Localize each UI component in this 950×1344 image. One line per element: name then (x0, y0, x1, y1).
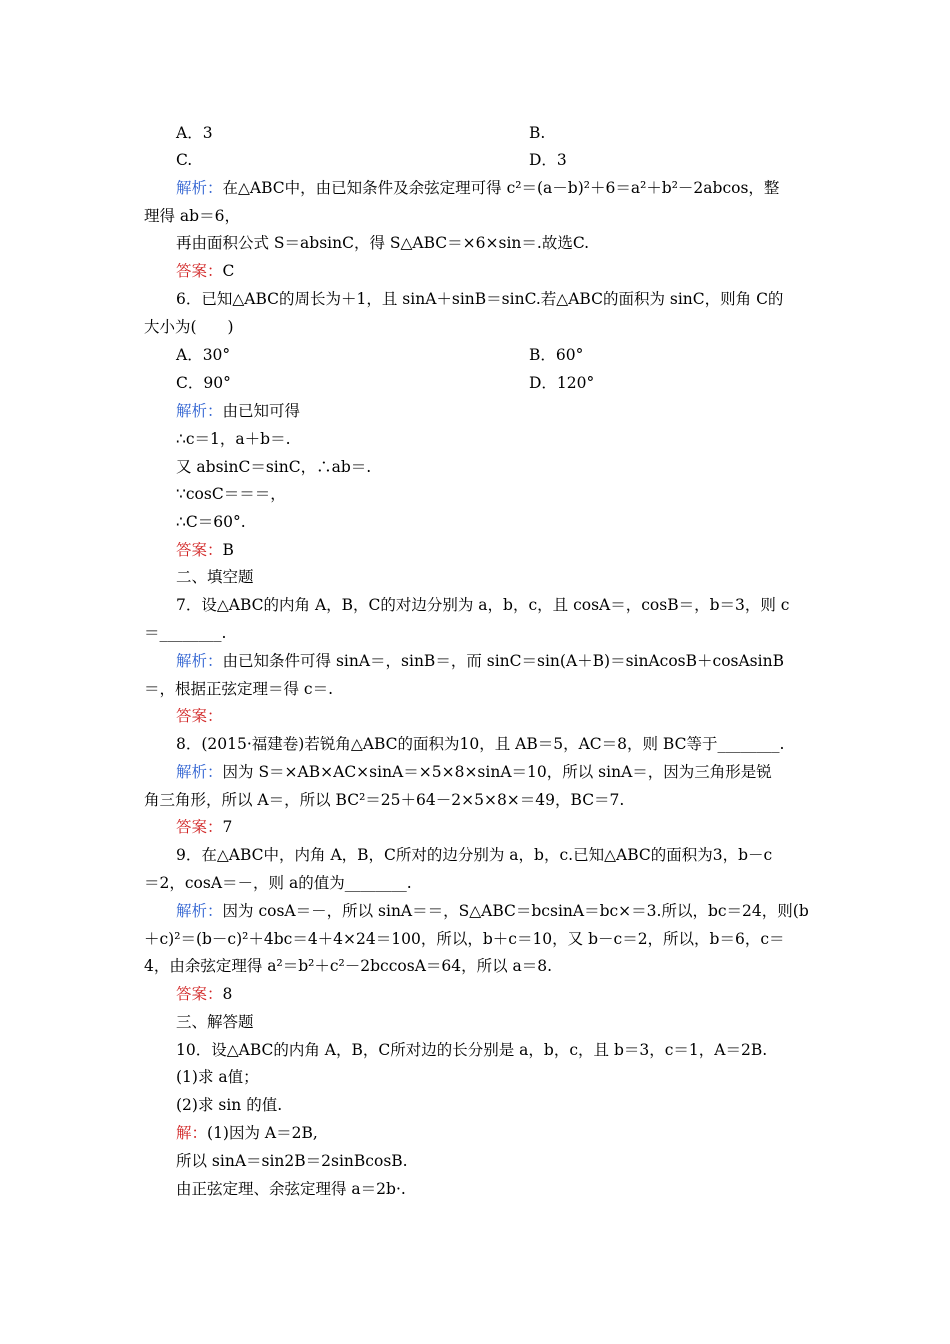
answer-label: 答案： (176, 707, 223, 725)
solution-label: 解析： (176, 763, 223, 781)
option-b: B. (529, 124, 546, 142)
answer-value: 8 (222, 985, 233, 1003)
option-d: D．120° (529, 374, 595, 392)
solution-line: 所以 sinA＝sin2B＝2sinBcosB. (176, 1152, 408, 1170)
question-stem: ＝________. (144, 624, 227, 642)
option-c: C．90° (176, 374, 231, 392)
solution-line (176, 401, 300, 421)
solution-text: 因为 cosA＝－，所以 sinA＝＝，S△ABC＝bcsinA＝bc×＝3.所以，bc＝24，则(b (222, 902, 809, 920)
solution-text: (1)因为 A＝2B, (207, 1124, 318, 1142)
option-b: B．60° (529, 346, 584, 364)
solution-line (176, 178, 779, 198)
solution-text: 在△ABC中，由已知条件及余弦定理可得 c²＝(a－b)²＋6＝a²＋b²－2abcos，整 (222, 179, 780, 197)
answer-line (176, 706, 223, 726)
answer-label: 答案： (176, 541, 223, 559)
solution-label: 解析： (176, 652, 223, 670)
solution-line: 由正弦定理、余弦定理得 a＝2b·. (176, 1180, 406, 1198)
question-part: (2)求 sin 的值. (176, 1096, 283, 1114)
solution-line: 角三角形，所以 A＝，所以 BC²＝25＋64－2×5×8×＝49，BC＝7. (144, 791, 625, 809)
answer-value: 7 (222, 818, 233, 836)
answer-label: 答案： (176, 262, 223, 280)
question-stem: 8．(2015·福建卷)若锐角△ABC的面积为10，且 AB＝5，AC＝8，则 BC等于________. (176, 735, 785, 753)
question-part: (1)求 a值； (176, 1068, 259, 1086)
answer-line (176, 540, 234, 560)
solution-line: ＝，根据正弦定理＝得 c＝. (144, 680, 334, 698)
solution-line (176, 1123, 318, 1143)
answer-line (176, 261, 234, 281)
option-a: A．30° (176, 346, 231, 364)
solution-label: 解析： (176, 402, 223, 420)
answer-value: C (222, 262, 235, 280)
solution-line (176, 651, 784, 671)
answer-value: B (222, 541, 234, 559)
question-stem: 9．在△ABC中，内角 A，B，C所对的边分别为 a，b，c.已知△ABC的面积为3，b－c (176, 846, 773, 864)
answer-line (176, 817, 232, 837)
solution-line: ＋c)²＝(b－c)²＋4bc＝4＋4×24＝100，所以，b＋c＝10，又 b－c＝2，所以，b＝6，c＝ (144, 930, 785, 948)
option-d: D．3 (529, 151, 567, 169)
question-stem: 7．设△ABC的内角 A，B，C的对边分别为 a，b，c，且 cosA＝，cosB＝，b＝3，则 c (176, 596, 790, 614)
answer-label: 答案： (176, 985, 223, 1003)
section-heading: 三、解答题 (176, 1013, 254, 1031)
solution-line: 4，由余弦定理得 a²＝b²＋c²－2bccosA＝64，所以 a＝8. (144, 957, 553, 975)
question-stem: ＝2，cosA＝－，则 a的值为________. (144, 874, 412, 892)
solution-line: 又 absinC＝sinC，∴ab＝. (176, 458, 372, 476)
solution-line: 再由面积公式 S＝absinC，得 S△ABC＝×6×sin＝.故选C. (176, 234, 590, 252)
solution-text: 因为 S＝×AB×AC×sinA＝×5×8×sinA＝10，所以 sinA＝，因为三角形是锐 (222, 763, 772, 781)
solution-text: 由已知可得 (222, 402, 301, 420)
solution-line: 理得 ab＝6， (144, 207, 240, 225)
option-c: C. (176, 151, 193, 169)
solution-text: 由已知条件可得 sinA＝，sinB＝，而 sinC＝sin(A＋B)＝sinAcosB＋cosAsinB (222, 652, 784, 670)
solution-line (176, 901, 809, 921)
answer-line (176, 984, 232, 1004)
answer-label: 答案： (176, 818, 223, 836)
solution-label: 解析： (176, 179, 223, 197)
solution-label: 解析： (176, 902, 223, 920)
question-stem: 6．已知△ABC的周长为＋1，且 sinA＋sinB＝sinC.若△ABC的面积为 sinC，则角 C的 (176, 290, 784, 308)
solution-line: ∴c＝1，a＋b＝. (176, 430, 291, 448)
question-stem: 10．设△ABC的内角 A，B，C所对边的长分别是 a，b，c，且 b＝3，c＝1，A＝2B. (176, 1041, 768, 1059)
solution-line: ∴C＝60°. (176, 513, 246, 531)
solution-line: ∵cosC＝＝＝， (176, 485, 286, 503)
option-a: A．3 (176, 124, 213, 142)
section-heading: 二、填空题 (176, 568, 254, 586)
question-stem: 大小为( ) (144, 318, 234, 336)
solution-line (176, 762, 772, 782)
solution-label: 解： (176, 1124, 208, 1142)
